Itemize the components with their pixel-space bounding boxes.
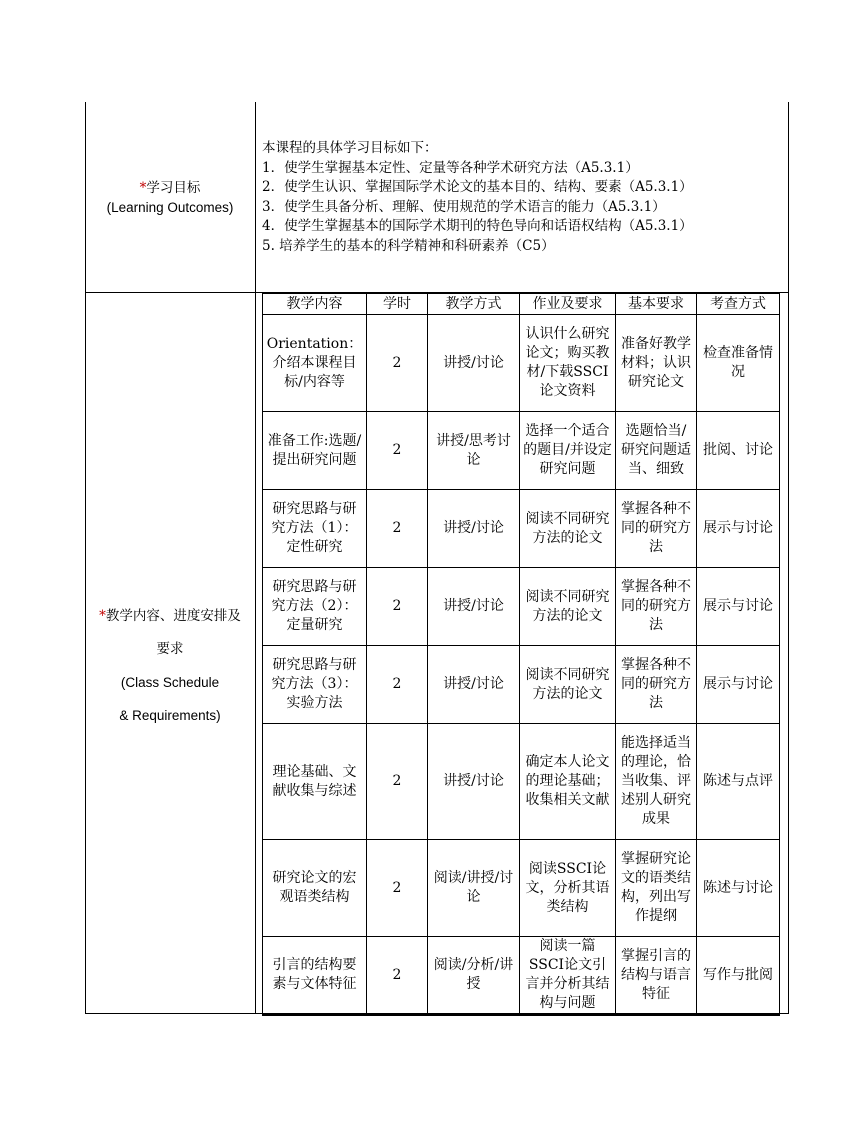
cell-requirements: 掌握各种不同的研究方法 (616, 490, 697, 568)
outcome-item: 4．使学生掌握基本的国际学术期刊的特色导向和话语权结构（A5.3.1） (262, 218, 693, 234)
table-row (263, 490, 780, 568)
cell-method: 讲授/思考讨论 (428, 412, 520, 490)
schedule-table (262, 293, 780, 1016)
cell-hours: 2 (367, 646, 428, 724)
cell-hours: 2 (367, 724, 428, 840)
table-row (263, 568, 780, 646)
column-divider (255, 102, 256, 1014)
cell-assignment: 阅读不同研究方法的论文 (520, 490, 616, 568)
cell-requirements: 掌握各种不同的研究方法 (616, 568, 697, 646)
outcome-item: 3．使学生具备分析、理解、使用规范的学术语言的能力（A5.3.1） (262, 198, 666, 215)
cell-assessment: 展示与讨论 (697, 646, 780, 724)
cell-method: 讲授/讨论 (428, 315, 520, 412)
header-requirements: 基本要求 (616, 294, 697, 315)
header-assessment: 考查方式 (697, 294, 780, 315)
cell-hours: 2 (367, 937, 428, 1015)
cell-content: 引言的结构要素与文体特征 (263, 937, 367, 1015)
cell-hours: 2 (367, 412, 428, 490)
cell-assignment: 阅读一篇SSCI论文引言并分析其结构与问题 (520, 937, 616, 1015)
learning-outcomes-label (85, 178, 255, 218)
cell-assessment: 批阅、讨论 (697, 412, 780, 490)
schedule-label-en-1: (Class Schedule (120, 675, 220, 690)
header-assignment: 作业及要求 (520, 294, 616, 315)
cell-assignment: 阅读不同研究方法的论文 (520, 568, 616, 646)
learning-outcomes-content (262, 139, 782, 256)
cell-method: 阅读/讲授/讨论 (428, 840, 520, 937)
cell-method: 讲授/讨论 (428, 568, 520, 646)
cell-assignment: 阅读不同研究方法的论文 (520, 646, 616, 724)
cell-assignment: 选择一个适合的题目/并设定研究问题 (520, 412, 616, 490)
cell-assessment: 检查准备情况 (697, 315, 780, 412)
cell-requirements: 能选择适当的理论，恰当收集、评述别人研究成果 (616, 724, 697, 840)
table-header-row (263, 294, 780, 315)
cell-method: 讲授/讨论 (428, 724, 520, 840)
outcome-item: 5. 培养学生的基本的科学精神和科研素养（C5） (262, 237, 555, 254)
table-row (263, 840, 780, 937)
cell-requirements: 掌握各种不同的研究方法 (616, 646, 697, 724)
cell-hours: 2 (367, 840, 428, 937)
required-marker: * (99, 608, 106, 624)
cell-assessment: 展示与讨论 (697, 490, 780, 568)
cell-requirements: 准备好教学材料；认识研究论文 (616, 315, 697, 412)
learning-outcomes-label-en: (Learning Outcomes) (106, 200, 234, 215)
table-row (263, 315, 780, 412)
cell-assessment: 展示与讨论 (697, 568, 780, 646)
header-content: 教学内容 (263, 294, 367, 315)
outcome-item: 2．使学生认识、掌握国际学术论文的基本目的、结构、要素（A5.3.1） (262, 179, 693, 195)
cell-hours: 2 (367, 490, 428, 568)
cell-assessment: 写作与批阅 (697, 937, 780, 1015)
required-marker: * (139, 180, 147, 196)
cell-content: 研究思路与研究方法（1）：定性研究 (263, 490, 367, 568)
cell-assignment: 确定本人论文的理论基础；收集相关文献 (520, 724, 616, 840)
cell-assignment: 认识什么研究论文；购买教材/下载SSCI论文资料 (520, 315, 616, 412)
learning-outcomes-label-cn: 学习目标 (146, 180, 201, 196)
cell-method: 讲授/讨论 (428, 646, 520, 724)
header-hours: 学时 (367, 294, 428, 315)
outcome-item: 1．使学生掌握基本定性、定量等各种学术研究方法（A5.3.1） (262, 159, 639, 176)
cell-requirements: 选题恰当/研究问题适当、细致 (616, 412, 697, 490)
cell-assessment: 陈述与点评 (697, 724, 780, 840)
cell-requirements: 掌握研究论文的语类结构，列出写作提纲 (616, 840, 697, 937)
header-method: 教学方式 (428, 294, 520, 315)
table-row (263, 937, 780, 1015)
cell-assessment: 陈述与讨论 (697, 840, 780, 937)
schedule-label (85, 600, 255, 732)
cell-content: 准备工作:选题/提出研究问题 (263, 412, 367, 490)
schedule-label-cn-2: 要求 (156, 641, 184, 657)
cell-content: 理论基础、文献收集与综述 (263, 724, 367, 840)
outcomes-intro: 本课程的具体学习目标如下： (262, 140, 438, 156)
cell-requirements: 掌握引言的结构与语言特征 (616, 937, 697, 1015)
cell-method: 讲授/讨论 (428, 490, 520, 568)
cell-content: Orientation：介绍本课程目标/内容等 (263, 315, 367, 412)
table-row (263, 412, 780, 490)
cell-hours: 2 (367, 315, 428, 412)
cell-content: 研究思路与研究方法（3）：实验方法 (263, 646, 367, 724)
cell-hours: 2 (367, 568, 428, 646)
cell-assignment: 阅读SSCI论文，分析其语类结构 (520, 840, 616, 937)
cell-method: 阅读/分析/讲授 (428, 937, 520, 1015)
table-row (263, 724, 780, 840)
table-row (263, 646, 780, 724)
schedule-label-en-2: & Requirements) (119, 708, 221, 723)
cell-content: 研究论文的宏观语类结构 (263, 840, 367, 937)
cell-content: 研究思路与研究方法（2）：定量研究 (263, 568, 367, 646)
schedule-label-cn-1: 教学内容、进度安排及 (105, 608, 241, 624)
